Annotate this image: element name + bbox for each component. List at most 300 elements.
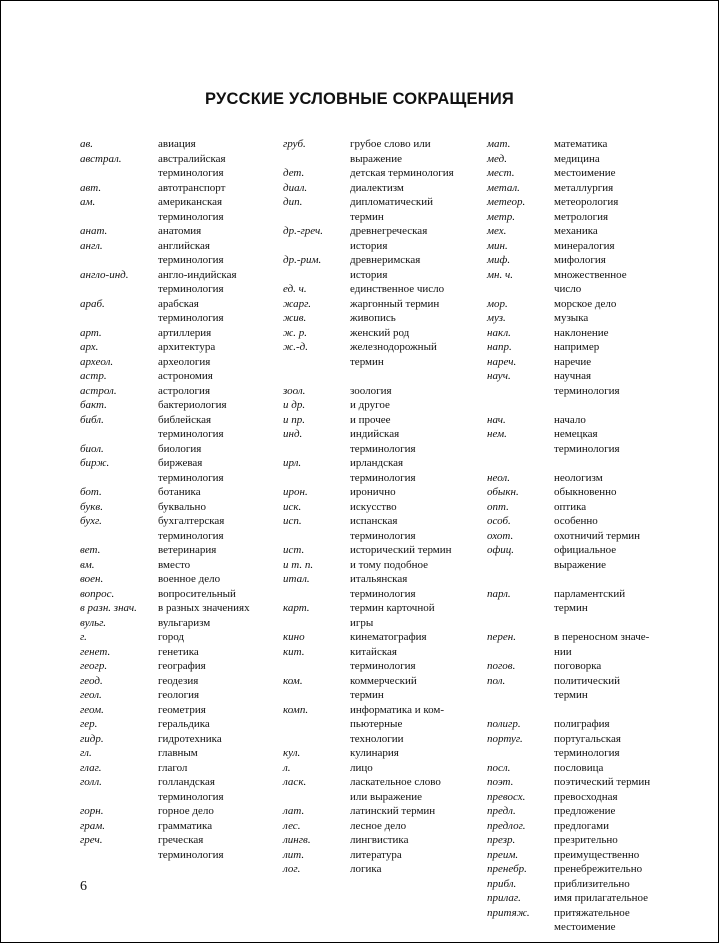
abbreviation-meaning xyxy=(158,369,213,384)
abbreviation-meaning xyxy=(350,500,397,515)
abbreviation-meaning xyxy=(158,746,198,761)
abbreviation-meaning xyxy=(554,413,586,428)
meaning-line: глагол xyxy=(158,761,188,774)
abbreviation: нач. xyxy=(487,413,506,426)
abbreviation: мед. xyxy=(487,152,507,165)
meaning-line: множественное xyxy=(554,268,627,281)
meaning-line: архитектура xyxy=(158,341,216,353)
blank-line xyxy=(487,572,650,587)
abbreviation: напр. xyxy=(487,341,512,353)
meaning-line: превосходная xyxy=(554,790,618,803)
abbreviation-meaning xyxy=(158,674,198,689)
abbreviation-entry xyxy=(80,485,250,500)
abbreviation-entry xyxy=(80,804,250,819)
meaning-line: предложение xyxy=(554,805,616,817)
abbreviation-entry xyxy=(487,326,650,341)
abbreviation: мн. ч. xyxy=(487,268,513,281)
abbreviation: ист. xyxy=(283,544,305,556)
abbreviation-entry xyxy=(80,384,250,399)
meaning-line: древнеримская xyxy=(350,254,421,266)
abbreviation-meaning xyxy=(158,195,224,224)
abbreviation-meaning xyxy=(554,326,609,341)
meaning-line: или выражение xyxy=(350,790,422,803)
meaning-line: пословица xyxy=(554,761,604,774)
abbreviation-entry xyxy=(487,891,650,906)
abbreviation-meaning xyxy=(554,906,630,935)
abbreviation-entry xyxy=(283,630,454,645)
abbreviation: арт. xyxy=(80,326,102,339)
abbreviation-meaning xyxy=(158,456,224,485)
meaning-line: история xyxy=(350,239,388,252)
abbreviation: араб. xyxy=(80,297,105,310)
abbreviation-meaning xyxy=(350,413,391,428)
meaning-line: терминология xyxy=(350,471,416,484)
abbreviation-entry xyxy=(283,601,454,630)
abbreviation: лес. xyxy=(283,819,301,832)
abbreviation-meaning xyxy=(350,253,420,282)
abbreviation: голл. xyxy=(80,776,102,788)
meaning-line: генетика xyxy=(158,645,199,658)
abbreviation-meaning xyxy=(554,833,618,848)
meaning-line: буквально xyxy=(158,500,206,513)
abbreviation: перен. xyxy=(487,631,516,643)
abbreviation: обыкн. xyxy=(487,486,519,498)
meaning-line: древнегреческая xyxy=(350,225,428,237)
abbreviation-meaning xyxy=(554,717,610,732)
abbreviation-meaning xyxy=(554,181,613,196)
abbreviation: опт. xyxy=(487,500,509,513)
meaning-line: геометрия xyxy=(158,703,206,716)
abbreviation: глаг. xyxy=(80,761,102,774)
meaning-line: искусство xyxy=(350,500,397,513)
meaning-line: единственное число xyxy=(350,283,445,295)
abbreviation: библ. xyxy=(80,413,104,426)
abbreviation: прибл. xyxy=(487,877,517,890)
abbreviation-meaning xyxy=(350,674,417,703)
abbreviation-entry xyxy=(283,514,454,543)
abbreviation-entry xyxy=(283,862,454,877)
abbreviation-entry xyxy=(80,181,250,196)
meaning-line: музыка xyxy=(554,312,589,324)
abbreviation: генет. xyxy=(80,645,111,658)
abbreviation-meaning xyxy=(158,587,236,602)
meaning-line: предлогами xyxy=(554,819,609,832)
meaning-line: археология xyxy=(158,355,211,368)
abbreviation-meaning xyxy=(158,152,226,181)
meaning-line: горное дело xyxy=(158,805,214,817)
meaning-line: ботаника xyxy=(158,486,201,498)
meaning-line: притяжательное xyxy=(554,906,630,919)
abbreviation-entry xyxy=(80,413,250,442)
abbreviation-meaning xyxy=(350,137,431,166)
abbreviation: кит. xyxy=(283,645,305,658)
meaning-line: индийская xyxy=(350,428,400,440)
meaning-line: история xyxy=(350,268,388,281)
abbreviation-meaning xyxy=(350,195,433,224)
abbreviation-entry xyxy=(80,819,250,834)
meaning-line: математика xyxy=(554,138,608,150)
abbreviation-entry xyxy=(487,413,650,428)
abbreviation-meaning xyxy=(350,456,416,485)
abbreviation-entry xyxy=(80,239,250,268)
meaning-line: терминология xyxy=(158,790,224,803)
meaning-line: греческая xyxy=(158,834,204,846)
meaning-line: лесное дело xyxy=(350,819,407,832)
meaning-line: терминология xyxy=(554,442,620,455)
abbreviation-meaning xyxy=(554,514,598,529)
abbreviation-meaning xyxy=(158,442,201,457)
abbreviation: ж. р. xyxy=(283,326,307,339)
abbreviation-entry xyxy=(487,587,650,616)
abbreviation-entry xyxy=(487,862,650,877)
abbreviation: вет. xyxy=(80,544,101,556)
meaning-line: местоимение xyxy=(554,167,616,179)
meaning-line: поэтический термин xyxy=(554,776,651,788)
abbreviation: жарг. xyxy=(283,297,311,310)
abbreviation: пол. xyxy=(487,674,506,687)
meaning-line: в разных значениях xyxy=(158,602,250,614)
meaning-line: механика xyxy=(554,225,598,237)
meaning-line: автотранспорт xyxy=(158,181,226,194)
meaning-line: в переносном значе- xyxy=(554,631,650,643)
abbreviation-meaning xyxy=(350,601,435,630)
abbreviation-meaning xyxy=(350,326,409,341)
abbreviation-entry xyxy=(283,833,454,848)
meaning-line: терминология xyxy=(158,428,224,440)
meaning-line: и прочее xyxy=(350,413,391,426)
meaning-line: поговорка xyxy=(554,660,602,672)
meaning-line: термин xyxy=(350,689,384,701)
abbreviation-entry xyxy=(80,398,250,413)
abbreviation-entry xyxy=(487,166,650,181)
abbreviation: ирон. xyxy=(283,486,308,498)
abbreviation: метеор. xyxy=(487,196,526,208)
abbreviation: вопрос. xyxy=(80,587,115,600)
abbreviation: и т. п. xyxy=(283,558,314,571)
abbreviation-meaning xyxy=(350,224,427,253)
meaning-line: биология xyxy=(158,442,202,455)
abbreviation-entry xyxy=(80,543,250,558)
meaning-line: метрология xyxy=(554,210,609,223)
abbreviation-entry xyxy=(487,732,650,761)
abbreviation-meaning xyxy=(554,471,603,486)
meaning-line: ветеринария xyxy=(158,544,217,556)
abbreviation-meaning xyxy=(350,340,437,369)
abbreviation: особ. xyxy=(487,515,511,527)
abbreviation-entry xyxy=(283,558,454,573)
meaning-line: детская терминология xyxy=(350,167,454,179)
abbreviation-entry xyxy=(80,775,250,804)
abbreviation-meaning xyxy=(554,819,609,834)
abbreviation-entry xyxy=(487,674,650,703)
abbreviation-meaning xyxy=(554,253,606,268)
abbreviation-meaning xyxy=(158,326,211,341)
abbreviation: лингв. xyxy=(283,834,311,846)
abbreviation: англ. xyxy=(80,239,103,252)
abbreviation-meaning xyxy=(554,210,608,225)
abbreviation-entry xyxy=(283,543,454,558)
meaning-line: выражение xyxy=(554,558,606,571)
abbreviation: науч. xyxy=(487,370,511,382)
abbreviation-meaning xyxy=(350,572,416,601)
meaning-line: полиграфия xyxy=(554,718,610,730)
abbreviation-entry xyxy=(487,848,650,863)
abbreviation-entry xyxy=(283,398,454,413)
abbreviation: нареч. xyxy=(487,355,517,368)
abbreviation-meaning xyxy=(350,543,452,558)
abbreviation-entry xyxy=(80,601,250,616)
abbreviation: др.-греч. xyxy=(283,225,324,237)
abbreviation: охот. xyxy=(487,529,514,542)
abbreviation-entry xyxy=(283,311,454,326)
abbreviation-entry xyxy=(487,239,650,254)
abbreviation-meaning xyxy=(554,877,630,892)
meaning-line: имя прилагательное xyxy=(554,892,649,904)
meaning-line: латинский термин xyxy=(350,805,436,817)
abbreviation: г. xyxy=(80,631,87,643)
meaning-line: термин карточной xyxy=(350,602,435,614)
abbreviation-entry xyxy=(80,137,250,152)
abbreviation: бот. xyxy=(80,486,102,498)
meaning-line: австралийская xyxy=(158,152,226,165)
abbreviation: притяж. xyxy=(487,906,530,919)
abbreviation: груб. xyxy=(283,138,306,150)
abbreviation-meaning xyxy=(158,616,210,631)
abbreviation-entry xyxy=(80,355,250,370)
meaning-line: охотничий термин xyxy=(554,529,641,542)
meaning-line: исторический термин xyxy=(350,544,452,556)
page-title: РУССКИЕ УСЛОВНЫЕ СОКРАЩЕНИЯ xyxy=(205,90,514,108)
abbreviation-meaning xyxy=(554,268,627,297)
meaning-line: жаргонный термин xyxy=(350,297,440,310)
abbreviation-entry xyxy=(283,195,454,224)
meaning-line: астрология xyxy=(158,384,211,397)
abbreviation-entry xyxy=(80,224,250,239)
abbreviation-meaning xyxy=(554,224,598,239)
abbreviation-entry xyxy=(283,761,454,776)
abbreviation-entry xyxy=(487,775,650,790)
meaning-line: вульгаризм xyxy=(158,616,211,629)
abbreviation-meaning xyxy=(350,761,373,776)
abbreviation-entry xyxy=(487,340,650,355)
meaning-line: геодезия xyxy=(158,674,199,687)
abbreviations-column-2 xyxy=(283,137,454,877)
abbreviation-meaning xyxy=(554,500,586,515)
abbreviation-entry xyxy=(80,297,250,326)
meaning-line: гидротехника xyxy=(158,732,222,745)
meaning-line: терминология xyxy=(350,660,416,672)
abbreviation: погов. xyxy=(487,660,516,672)
abbreviation: парл. xyxy=(487,587,511,600)
abbreviation: др.-рим. xyxy=(283,254,322,266)
meaning-line: наречие xyxy=(554,355,592,368)
meaning-line: наклонение xyxy=(554,326,609,339)
meaning-line: морское дело xyxy=(554,297,617,310)
abbreviation: зоол. xyxy=(283,384,306,397)
abbreviation-meaning xyxy=(350,384,392,399)
abbreviation-entry xyxy=(487,790,650,805)
abbreviation-entry xyxy=(80,572,250,587)
abbreviation-entry xyxy=(80,659,250,674)
meaning-line: терминология xyxy=(158,210,224,223)
blank-line xyxy=(487,456,650,471)
meaning-line: официальное xyxy=(554,544,617,556)
meaning-line: терминология xyxy=(554,384,620,397)
abbreviation-meaning xyxy=(554,239,615,254)
meaning-line: терминология xyxy=(350,587,416,600)
abbreviation: дет. xyxy=(283,167,305,179)
abbreviation-meaning xyxy=(554,195,618,210)
abbreviation-entry xyxy=(80,732,250,747)
abbreviation: кул. xyxy=(283,747,301,759)
meaning-line: выражение xyxy=(350,152,402,165)
abbreviation-meaning xyxy=(158,703,206,718)
meaning-line: информатика и ком- xyxy=(350,703,445,716)
abbreviation-entry xyxy=(80,833,250,862)
abbreviation-entry xyxy=(487,369,650,398)
abbreviation: метал. xyxy=(487,181,520,194)
abbreviation: преим. xyxy=(487,848,519,861)
meaning-line: терминология xyxy=(158,167,224,179)
abbreviation-entry xyxy=(487,819,650,834)
abbreviation-entry xyxy=(283,297,454,312)
abbreviation-meaning xyxy=(350,833,409,848)
abbreviation-meaning xyxy=(554,790,618,805)
abbreviation-meaning xyxy=(350,485,396,500)
meaning-line: неологизм xyxy=(554,471,603,484)
meaning-line: китайская xyxy=(350,645,397,658)
abbreviation: мор. xyxy=(487,297,508,310)
abbreviation: гер. xyxy=(80,718,98,730)
blank-line xyxy=(283,369,454,384)
meaning-line: терминология xyxy=(158,471,224,484)
abbreviation: пренебр. xyxy=(487,863,527,875)
abbreviation-entry xyxy=(283,500,454,515)
meaning-line: биржевая xyxy=(158,457,203,469)
abbreviation: вульг. xyxy=(80,616,107,629)
abbreviation-meaning xyxy=(350,630,427,645)
abbreviation-entry xyxy=(80,442,250,457)
abbreviation: ед. ч. xyxy=(283,283,307,295)
meaning-line: английская xyxy=(158,239,210,252)
abbreviation: презр. xyxy=(487,834,516,846)
abbreviation-meaning xyxy=(350,746,399,761)
abbreviation-meaning xyxy=(158,775,224,804)
abbreviation-entry xyxy=(80,152,250,181)
meaning-line: литература xyxy=(350,848,402,861)
abbreviation: мех. xyxy=(487,225,507,237)
meaning-line: и другое xyxy=(350,399,390,411)
meaning-line: например xyxy=(554,341,600,353)
meaning-line: бухгалтерская xyxy=(158,515,225,527)
meaning-line: терминология xyxy=(158,312,224,324)
abbreviation: исп. xyxy=(283,515,302,527)
abbreviation-entry xyxy=(283,485,454,500)
abbreviation-meaning xyxy=(350,804,435,819)
meaning-line: авиация xyxy=(158,138,196,150)
abbreviation: вм. xyxy=(80,558,95,571)
meaning-line: португальская xyxy=(554,732,621,745)
meaning-line: железнодорожный xyxy=(350,341,437,353)
abbreviation-entry xyxy=(283,413,454,428)
abbreviation-meaning xyxy=(158,340,215,355)
abbreviation: воен. xyxy=(80,573,104,585)
abbreviation: мат. xyxy=(487,138,511,150)
abbreviation-meaning xyxy=(158,572,220,587)
abbreviation: букв. xyxy=(80,500,103,513)
abbreviation-meaning xyxy=(350,848,402,863)
abbreviation: поэт. xyxy=(487,776,514,788)
abbreviation: бухг. xyxy=(80,515,102,527)
meaning-line: итальянская xyxy=(350,573,408,585)
abbreviation: инд. xyxy=(283,428,303,440)
abbreviations-column-1 xyxy=(80,137,250,862)
meaning-line: библейская xyxy=(158,413,212,426)
abbreviation-meaning xyxy=(158,761,187,776)
abbreviation-entry xyxy=(487,630,650,659)
abbreviation-meaning xyxy=(554,369,620,398)
meaning-line: политический xyxy=(554,674,620,687)
meaning-line: география xyxy=(158,660,206,672)
abbreviation-entry xyxy=(487,311,650,326)
abbreviation: л. xyxy=(283,761,291,774)
abbreviation-entry xyxy=(283,166,454,181)
abbreviation-meaning xyxy=(158,398,227,413)
abbreviation: муз. xyxy=(487,312,506,324)
abbreviation-meaning xyxy=(350,645,416,674)
abbreviation-meaning xyxy=(554,630,649,659)
meaning-line: презрительно xyxy=(554,834,618,846)
meaning-line: зоология xyxy=(350,384,392,397)
abbreviation-entry xyxy=(487,659,650,674)
abbreviation-meaning xyxy=(158,558,190,573)
abbreviation-entry xyxy=(487,210,650,225)
meaning-line: геология xyxy=(158,689,200,701)
abbreviation-meaning xyxy=(350,181,404,196)
abbreviation-meaning xyxy=(554,166,616,181)
abbreviation: мин. xyxy=(487,239,508,252)
meaning-line: технологии xyxy=(350,732,404,745)
abbreviation-entry xyxy=(80,674,250,689)
meaning-line: металлургия xyxy=(554,181,614,194)
meaning-line: терминология xyxy=(554,747,620,759)
abbreviation: геод. xyxy=(80,674,103,687)
abbreviation-meaning xyxy=(158,804,214,819)
abbreviation-entry xyxy=(487,500,650,515)
abbreviation-meaning xyxy=(158,485,201,500)
meaning-line: коммерческий xyxy=(350,674,417,687)
abbreviation-meaning xyxy=(350,819,406,834)
meaning-line: арабская xyxy=(158,297,199,310)
abbreviation-meaning xyxy=(350,558,428,573)
abbreviation-entry xyxy=(487,529,650,544)
abbreviation: археол. xyxy=(80,355,114,368)
abbreviation-entry xyxy=(283,456,454,485)
meaning-line: пьютерные xyxy=(350,718,403,730)
abbreviation-entry xyxy=(80,500,250,515)
meaning-line: диалектизм xyxy=(350,181,404,194)
abbreviation-entry xyxy=(283,224,454,253)
abbreviation: горн. xyxy=(80,805,104,817)
abbreviation: и пр. xyxy=(283,413,305,426)
abbreviations-column-3 xyxy=(487,137,650,935)
abbreviation-meaning xyxy=(554,311,588,326)
meaning-line: главным xyxy=(158,747,198,759)
abbreviation-entry xyxy=(487,761,650,776)
abbreviation-meaning xyxy=(158,413,224,442)
meaning-line: иронично xyxy=(350,486,396,498)
abbreviation-entry xyxy=(487,833,650,848)
